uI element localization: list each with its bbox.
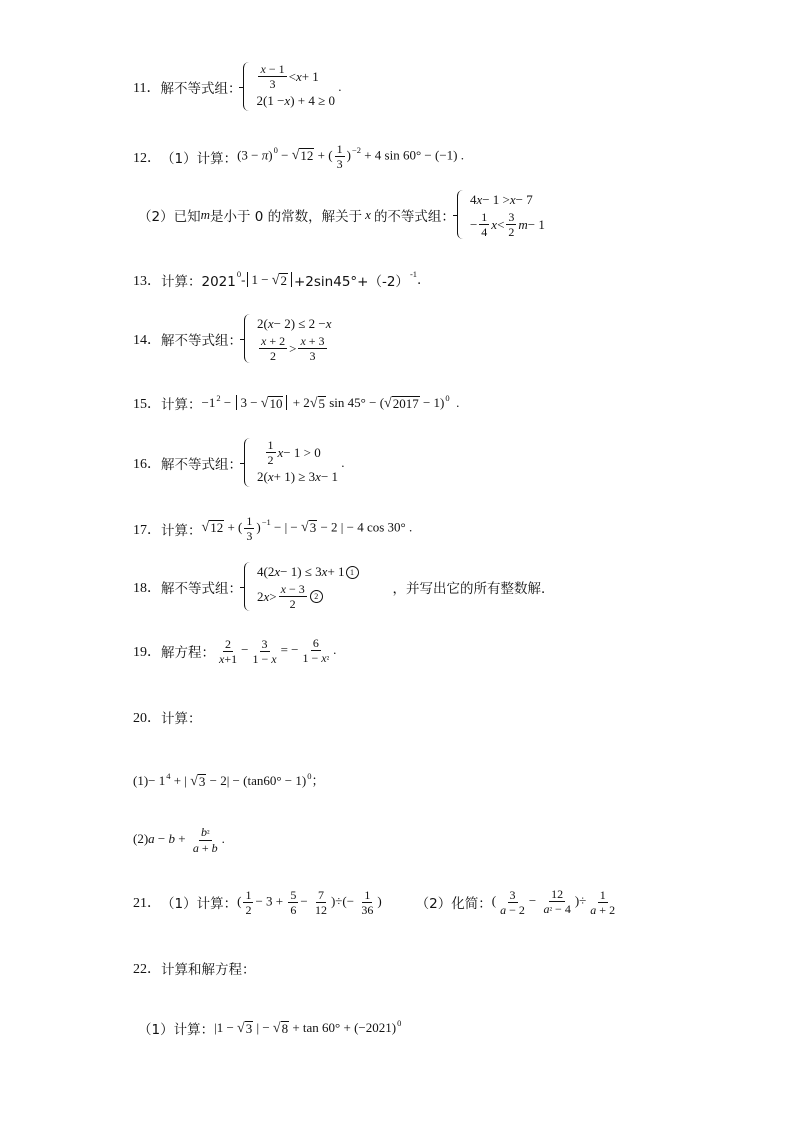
problem-number: 17． (133, 522, 161, 538)
problem-label: 解不等式组： (161, 456, 242, 473)
inequality-system: 4(2 x − 1) ≤ 3 x + 1 1 2 x > $\frac{x - 3}{2}$ 2 (244, 562, 359, 611)
problem-15: 15． 计算： $-1^2 - 3$ − √ 10 + 2 √ 5 sin 45° − ( √ 2017 − 1)$^0$ . (133, 393, 460, 413)
brace (244, 314, 253, 363)
problem-number: 20． (133, 711, 161, 726)
problem-label: 计算和解方程： (161, 962, 256, 978)
problem-16: 16． 解不等式组： $\frac{1}{2}$ x − 1 > 0 2( x + 1) ≥ 3 x − 1 . (133, 438, 345, 487)
part-label: （1）计算： (138, 1022, 215, 1038)
exponent: 0 (236, 269, 242, 279)
problem-18 (133, 562, 555, 611)
problem-number: 19． (133, 645, 161, 660)
problem-text: 是小于 0 的常数，解关于 (209, 208, 363, 225)
problem-label: 解方程： (161, 645, 215, 661)
inequality-system: 4 x − 1 > x − 7 − $\frac{1}{4}$ x < $\frac{3}{2}$ m − 1 (457, 190, 545, 239)
problem-text: 的不等式组： (373, 208, 455, 225)
problem-number: 21． (133, 896, 161, 911)
problem-20-part-2: (2)a − b + $\frac{\text{b²}}{a + b}$ . (133, 825, 225, 855)
problem-22-part-1: （1）计算： |1 − √ 3 | − √ 8 + $\tan 60^\circ + (-2021)^0$ (138, 1018, 402, 1038)
part-label: （2）已知 (138, 208, 201, 225)
problem-14 (133, 314, 332, 363)
problem-20 (133, 707, 202, 727)
problem-21: 21． （1）计算： ( $\frac{1}{2}$ − 3 + $\frac{5}{6}$ − $\frac{7}{12}$ )÷(− $\frac{1}{36}$ ) （2）化简： ( $\frac{3}{a - 2}$ − $\frac{12}{\text{a² − 4}}$ )÷ $\frac{1}{a + 2}$ (133, 887, 616, 917)
problem-11: 11． 解不等式组： $\frac{x - 1}{3}$ < x + 1 2(1 − x ) + 4 ≥ 0 . (133, 62, 341, 111)
period: . (417, 272, 422, 288)
problem-19: 19． 解方程： $\frac{2}{x+1}$ − $\frac{3}{1 - x}$ = − $\frac{6}{\text{1 − x²}}$ . (133, 636, 337, 666)
problem-number: 11． (133, 80, 161, 96)
problem-13: 13． 计算：2021 0 - 1 − √ 2 +2sin45°+（-2） -1 . (133, 269, 422, 290)
problem-12-part-2 (138, 190, 545, 239)
problem-22 (133, 958, 256, 978)
problem-17: 17． 计算： √ 12 + ( $\frac{1}{3}$ )$^{-1}$ − | − √ 3 − 2 | − 4 cos 30° . (133, 514, 413, 543)
inequality-system: $\frac{1}{2}$ x − 1 > 0 2( x + 1) ≥ 3 x − 1 (244, 438, 338, 487)
problem-number: 13． (133, 274, 161, 289)
problem-text: 计算：2021 (161, 274, 236, 290)
inequality-system: 2( x − 2) ≤ 2 − x $\frac{x + 2}{2}$ > $\frac{x + 3}{3}$ (244, 314, 332, 363)
problem-label: （2）化简： (415, 896, 492, 912)
problem-label: （1）计算： (161, 150, 238, 167)
brace (244, 562, 253, 611)
exponent: -1 (409, 269, 418, 279)
problem-number: 22． (133, 962, 161, 977)
problem-12-part-1: 12． （1）计算： $(3 - \pi)^0$ − √ 12 + ( $\frac{1}{3}$ )$^{-2}$ + 4 sin 60° − (−1) . (133, 142, 464, 171)
problem-label: 解不等式组： (160, 80, 242, 97)
problem-label: 计算： (161, 397, 202, 413)
problem-label: 解不等式组： (161, 332, 242, 349)
problem-text: +2sin45°+（-2） (293, 274, 409, 290)
inequality-system: $\frac{x - 1}{3}$ < x + 1 2(1 − x ) + 4 ≥ 0 (243, 62, 335, 111)
var-x: x (365, 206, 371, 222)
problem-label: 解不等式组： (161, 580, 242, 597)
problem-number: 16． (133, 456, 161, 472)
problem-number: 18． (133, 580, 161, 596)
problem-20-part-1: $(1)- 1^4$ + | √ 3 − $2| - (\tan 60^\circ - 1)^0$； (133, 771, 325, 789)
problem-label: 计算： (161, 711, 202, 727)
problem-label: （1）计算： (161, 896, 238, 912)
problem-text: ，并写出它的所有整数解． (392, 580, 555, 597)
brace (457, 190, 466, 239)
problem-number: 14． (133, 332, 161, 348)
problem-number: 15． (133, 397, 161, 412)
var-m: m (200, 206, 210, 222)
problem-number: 12． (133, 150, 161, 166)
brace (243, 62, 252, 111)
brace (244, 438, 253, 487)
problem-label: 计算： (161, 522, 202, 539)
